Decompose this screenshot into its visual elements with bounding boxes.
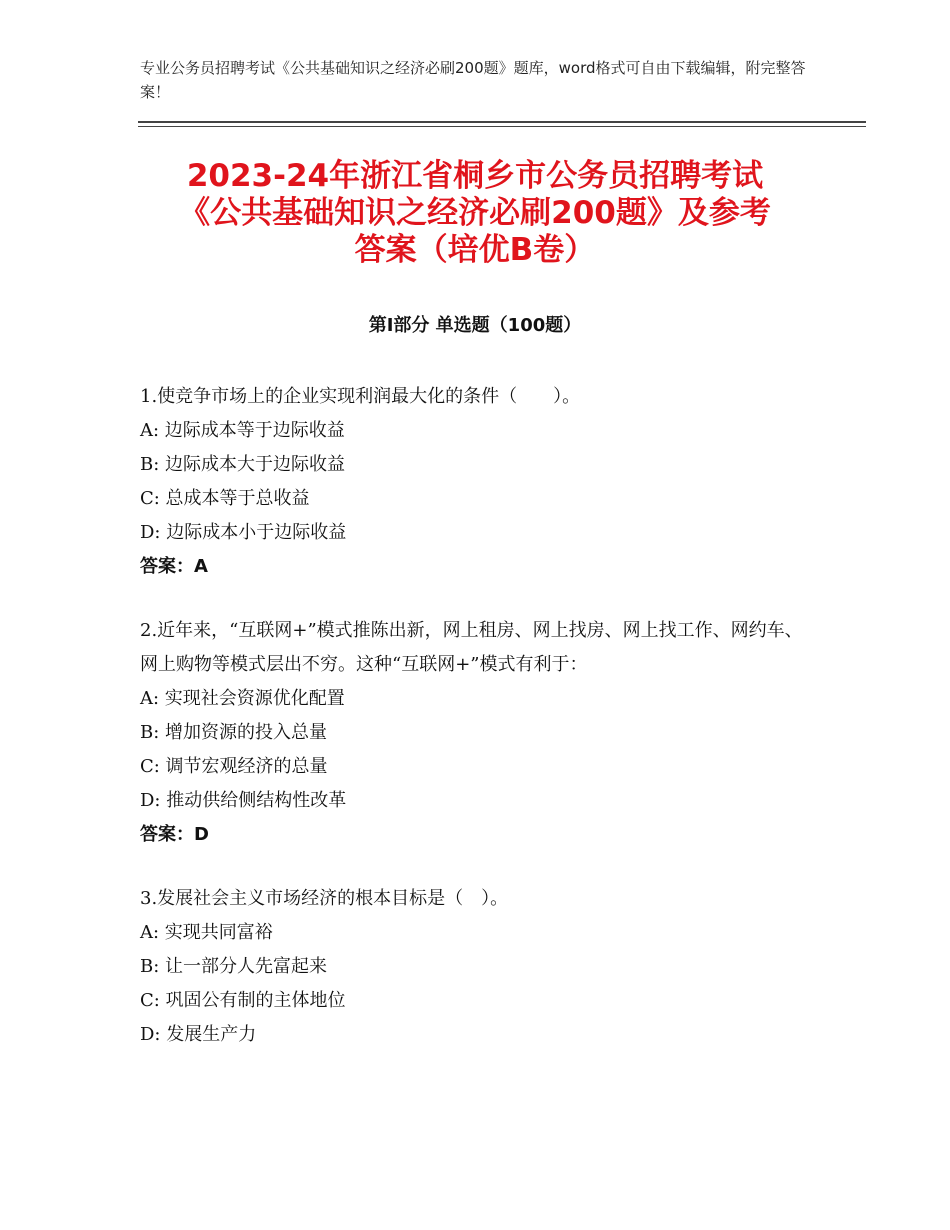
header-divider-thick bbox=[138, 121, 866, 123]
option-b: B: 让一部分人先富起来 bbox=[140, 956, 328, 977]
option-a: A: 实现社会资源优化配置 bbox=[140, 688, 345, 709]
option-a: A: 实现共同富裕 bbox=[140, 922, 273, 943]
question-stem: 1.使竞争市场上的企业实现利润最大化的条件（ ）。 bbox=[140, 386, 581, 407]
answer-line: 答案：D bbox=[140, 824, 209, 845]
option-c: C: 总成本等于总收益 bbox=[140, 488, 310, 509]
option-d: D: 推动供给侧结构性改革 bbox=[140, 790, 347, 811]
question-list bbox=[140, 380, 812, 1082]
option-b: B: 边际成本大于边际收益 bbox=[140, 454, 346, 475]
answer-line: 答案：A bbox=[140, 556, 208, 577]
question-stem: 2.近年来，“互联网+”模式推陈出新，网上租房、网上找房、网上找工作、网约车、网上购物等模式层出不穷。这种“互联网+”模式有利于： bbox=[140, 620, 803, 675]
option-a: A: 边际成本等于边际收益 bbox=[140, 420, 345, 441]
header-divider-thin bbox=[138, 126, 866, 127]
option-c: C: 巩固公有制的主体地位 bbox=[140, 990, 346, 1011]
option-b: B: 增加资源的投入总量 bbox=[140, 722, 328, 743]
question-1 bbox=[140, 380, 812, 584]
section-title: 第Ⅰ部分 单选题（100题） bbox=[368, 315, 582, 336]
option-d: D: 发展生产力 bbox=[140, 1024, 257, 1045]
option-d: D: 边际成本小于边际收益 bbox=[140, 522, 347, 543]
title-line-1: 2023-24年浙江省桐乡市公务员招聘考试 bbox=[186, 158, 764, 194]
option-c: C: 调节宏观经济的总量 bbox=[140, 756, 328, 777]
header-note: 专业公务员招聘考试《公共基础知识之经济必刷200题》题库，word格式可自由下载编辑，附完整答案！ bbox=[140, 59, 806, 101]
title-line-2: 《公共基础知识之经济必刷200题》及参考 bbox=[179, 195, 771, 231]
question-stem: 3.发展社会主义市场经济的根本目标是（ ）。 bbox=[140, 888, 509, 909]
document-title bbox=[100, 158, 850, 269]
title-line-3: 答案（培优B卷） bbox=[354, 232, 596, 268]
question-2 bbox=[140, 614, 812, 852]
question-3 bbox=[140, 882, 812, 1052]
